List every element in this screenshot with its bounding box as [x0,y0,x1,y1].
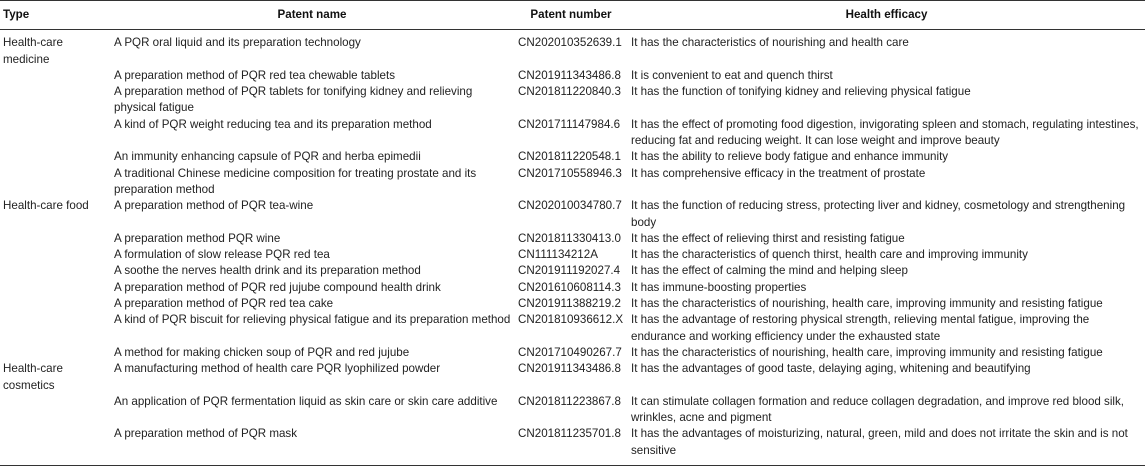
type-cell [0,68,110,84]
patent-name-cell: A preparation method of PQR red jujube compound health drink [114,280,441,294]
type-cell: Health-care medicine [3,36,63,66]
health-efficacy-cell: It has the function of reducing stress, protecting liver and kidney, cosmetology and strengthening body [631,199,1126,229]
patent-number-cell: CN111134212A [518,248,598,262]
patent-name-cell: A preparation method PQR wine [114,231,281,245]
health-efficacy-cell: It has the effect of promoting food digestion, invigorating spleen and stomach, regulating intestines, reducing fat and reducing weight. It can lose weight and improve beauty [631,117,1139,148]
table-row [0,296,1145,312]
table-row [0,30,1145,68]
type-cell [0,345,110,361]
patent-number-cell: CN201610608114.3 [518,280,621,294]
type-cell [0,117,110,150]
health-efficacy-cell: It has comprehensive efficacy in the treatment of prostate [631,166,926,180]
patent-number-cell: CN201811235701.8 [514,426,628,465]
table-row [0,263,1145,279]
patent-name-cell: A kind of PQR weight reducing tea and its preparation method [114,117,432,131]
table-row [0,361,1145,394]
health-efficacy-cell: It is convenient to eat and quench thirst [631,68,833,82]
health-efficacy-cell: It has the function of tonifying kidney and relieving physical fatigue [631,85,971,99]
health-efficacy-cell: It has the advantage of restoring physical strength, relieving mental fatigue, improving the endurance and working efficiency under the exhausted state [631,313,1090,343]
patent-name-cell: A preparation method of PQR mask [110,426,514,465]
health-efficacy-cell: It has the ability to relieve body fatigue and enhance immunity [631,150,949,164]
patent-number-cell: CN201811220840.3 [518,85,621,99]
patent-name-cell: A preparation method of PQR tea-wine [114,199,314,213]
health-efficacy-cell: It has the characteristics of nourishing and health care [631,36,909,50]
table-row [0,312,1145,345]
type-cell [0,166,110,199]
table-row [0,117,1145,150]
patent-name-cell: A method for making chicken soup of PQR and red jujube [114,345,410,359]
health-efficacy-cell: It has the advantages of good taste, delaying aging, whitening and beautifying [631,362,1031,376]
table-row [0,345,1145,361]
patent-name-cell: A PQR oral liquid and its preparation technology [114,36,361,50]
header-health-efficacy: Health efficacy [628,1,1145,30]
patent-number-cell: CN201911343486.8 [518,362,621,376]
patent-name-cell: A traditional Chinese medicine composition for treating prostate and its preparation method [114,166,477,196]
health-efficacy-cell: It has the advantages of moisturizing, natural, green, mild and does not irritate the skin and is not sensitive [628,426,1145,465]
health-efficacy-cell: It has the characteristics of nourishing, health care, improving immunity and resisting fatigue [631,297,1103,311]
table-row [0,198,1145,231]
patent-name-cell: A soothe the nerves health drink and its preparation method [114,264,421,278]
health-efficacy-cell: It can stimulate collagen formation and reduce collagen degradation, and improve red blood silk, wrinkles, acne and pigment [631,394,1125,425]
header-row [0,1,1145,30]
patent-number-cell: CN201911388219.2 [518,297,621,311]
patent-name-cell: A formulation of slow release PQR red tea [114,248,330,262]
patent-number-cell: CN201810936612.X [518,313,624,327]
type-cell: Health-care food [3,199,89,213]
type-cell [0,149,110,165]
patent-name-cell: A kind of PQR biscuit for relieving physical fatigue and its preparation method [114,313,511,327]
table-row [0,247,1145,263]
table-row [0,394,1145,427]
patent-number-cell: CN202010352639.1 [518,36,622,50]
patent-name-cell: A manufacturing method of health care PQR lyophilized powder [114,362,441,376]
patent-number-cell: CN201710490267.7 [518,345,622,359]
header-patent-number: Patent number [514,1,628,30]
type-cell [0,231,110,247]
health-efficacy-cell: It has the effect of calming the mind and helping sleep [631,264,908,278]
table-row [0,84,1145,117]
health-efficacy-cell: It has the characteristics of nourishing, health care, improving immunity and resisting fatigue [631,345,1103,359]
header-type: Type [0,1,110,30]
type-cell [0,394,110,427]
patent-name-cell: A preparation method of PQR red tea cake [114,297,334,311]
patent-number-cell: CN201811223867.8 [518,394,621,408]
header-patent-name: Patent name [110,1,514,30]
table-row [0,149,1145,165]
health-efficacy-cell: It has the characteristics of quench thirst, health care and improving immunity [631,248,1028,262]
patent-name-cell: An application of PQR fermentation liquid as skin care or skin care additive [114,394,498,408]
patent-number-cell: CN201811220548.1 [518,150,621,164]
patent-name-cell: A preparation method of PQR tablets for tonifying kidney and relieving physical fatigue [114,85,473,115]
table-row [0,231,1145,247]
type-cell [0,280,110,296]
type-cell: Health-care cosmetics [3,362,63,392]
type-cell [0,312,110,345]
patent-name-cell: A preparation method of PQR red tea chewable tablets [114,68,395,82]
patent-name-cell: An immunity enhancing capsule of PQR and herba epimedii [114,150,421,164]
health-efficacy-cell: It has the effect of relieving thirst and resisting fatigue [631,231,905,245]
patent-number-cell: CN201911343486.8 [518,68,621,82]
table-row [0,166,1145,199]
type-cell [0,84,110,117]
patent-number-cell: CN201710558946.3 [518,166,622,180]
patent-number-cell: CN201811330413.0 [518,231,621,245]
patent-number-cell: CN201911192027.4 [518,264,621,278]
patent-number-cell: CN202010034780.7 [518,199,622,213]
table-row [0,68,1145,84]
type-cell [0,263,110,279]
type-cell [0,296,110,312]
type-cell [0,247,110,263]
patent-number-cell: CN201711147984.6 [518,117,621,131]
health-efficacy-cell: It has immune-boosting properties [631,280,807,294]
table-row [0,280,1145,296]
